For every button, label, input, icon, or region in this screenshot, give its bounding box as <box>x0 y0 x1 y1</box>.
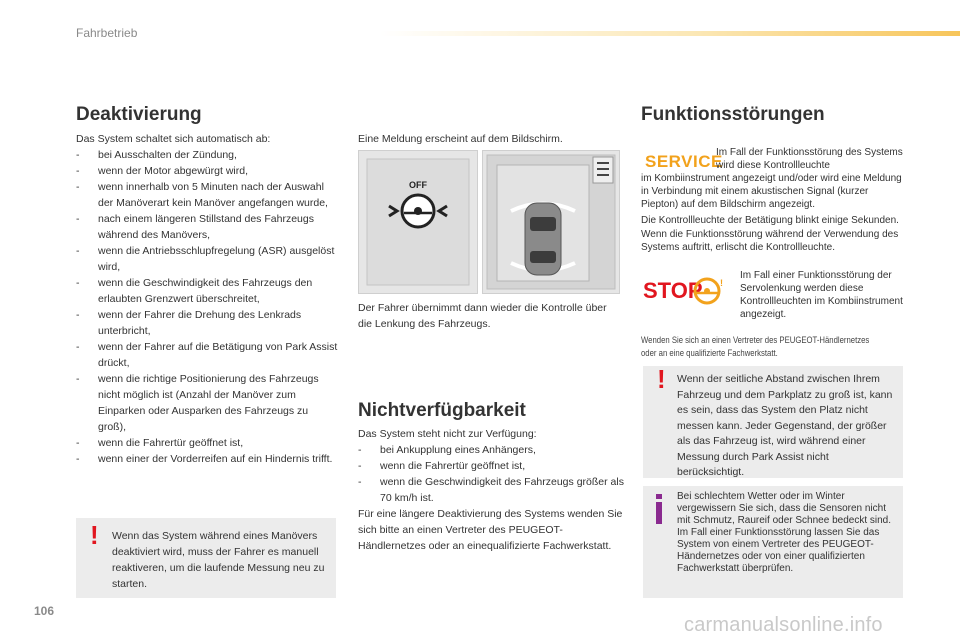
deactivation-list-item: - wenn die Antriebsschlupfregelung (ASR) ausgelöst wird, <box>76 243 338 275</box>
unavailability-list-item: - wenn die Geschwindigkeit des Fahrzeugs größer als 70 km/h ist. <box>358 474 628 506</box>
unavailability-list-item: - wenn die Fahrertür geöffnet ist, <box>358 458 628 474</box>
distance-warning-text: Wenn der seitliche Abstand zwischen Ihrem Fahrzeug und dem Parkplatz zu groß ist, kann es sein, dass das System den Platz nicht messen kann. Jeder Gegenstand, der größer als das Fahrzeug ist, wird während einer Messung durch Park Assist nicht berücksichtigt. <box>677 373 893 478</box>
deactivation-text <box>76 131 338 467</box>
stop-text: Im Fall einer Funktionsstörung der Servolenkung werden diese Kontrollleuchten im Kombiinstrument angezeigt. <box>740 270 903 320</box>
deactivation-list-item: - wenn der Fahrer auf die Betätigung von Park Assist drückt, <box>76 339 338 371</box>
deactivation-list-item: - nach einem längeren Stillstand des Fahrzeugs während des Manövers, <box>76 211 338 243</box>
deactivation-list-item: - wenn der Fahrer die Drehung des Lenkrads unterbricht, <box>76 307 338 339</box>
unavailability-intro: Das System steht nicht zur Verfügung: <box>358 428 537 440</box>
unavailability-list <box>358 442 628 506</box>
service-warning-icon: SERVICE <box>645 152 723 171</box>
header-accent-bar <box>380 31 960 36</box>
weather-info-text: Bei schlechtem Wetter oder im Winter vergewissern Sie sich, dass die Sensoren nicht mit Schmutz, Raureif oder Schnee bedeckt sind. Im Fall einer Funktionsstörung lassen Sie das System von einem Vertreter des PEUGEOT-Händernetzes oder von einer qualifizierten Fachwerkstatt überprüfen. <box>677 491 891 574</box>
deactivation-list-item: - wenn die Geschwindigkeit des Fahrzeugs den erlaubten Grenzwert überschreitet, <box>76 275 338 307</box>
page-number: 106 <box>34 604 55 618</box>
svg-text:!: ! <box>720 278 723 288</box>
deactivation-intro: Das System schaltet sich automatisch ab: <box>76 133 271 145</box>
unavailability-outro: Für eine längere Deaktivierung des Systems wenden Sie sich bitte an einen Vertreter des PEUGEOT-Händlernetzes oder an einequalifizierte Fachwerkstatt. <box>358 508 623 552</box>
steering-wheel-warning-icon <box>690 276 724 306</box>
unavailability-text <box>358 426 628 554</box>
deactivation-warning-text: Wenn das System während eines Manövers deaktiviert wird, muss der Fahrer es manuell reaktiveren, um die laufende Messung neu zu starten. <box>112 530 325 590</box>
unavailability-list-item: - bei Ankupplung eines Anhängers, <box>358 442 628 458</box>
contact-dealer-text: Wenden Sie sich an einen Vertreter des PEUGEOT-Händlernetzes oder an eine qualifizierte Fachwerkstatt. <box>641 335 870 358</box>
parking-car-top-view-icon <box>483 151 619 293</box>
off-message-screen-illustration <box>358 150 478 294</box>
deactivation-list-item: - wenn der Motor abgewürgt wird, <box>76 163 338 179</box>
deactivation-list-item: - wenn die richtige Positionierung des Fahrzeugs nicht möglich ist (Anzahl der Manöver zum Einparken oder Ausparken des Fahrzeugs zu groß), <box>76 371 338 435</box>
stop-warning-icon: STOP <box>643 278 703 303</box>
deactivation-list-item: - wenn innerhalb von 5 Minuten nach der Auswahl der Manöverart kein Manöver angefangen wurde, <box>76 179 338 211</box>
service-text-long: im Kombiinstrument angezeigt und/oder wird eine Meldung in Verbindung mit einem akustischen Signal (kurzer Piepton) auf dem Bildschirm angezeigt. <box>641 173 902 210</box>
unavailability-title: Nichtverfügbarkeit <box>358 400 526 421</box>
weather-info-box <box>643 486 903 598</box>
deactivation-list <box>76 147 338 467</box>
blink-text: Die Kontrollleuchte der Betätigung blinkt einige Sekunden. Wenn die Funktionsstörung während der Verwendung des Systems auftritt, erlischt die Kontrollleuchte. <box>641 215 899 253</box>
header-section-title: Fahrbetrieb <box>76 26 138 40</box>
parking-screen-illustration <box>482 150 620 294</box>
deactivation-list-item: - wenn einer der Vorderreifen auf ein Hindernis trifft. <box>76 451 338 467</box>
warning-exclamation-icon: ! <box>90 520 99 550</box>
display-caption-top: Eine Meldung erscheint auf dem Bildschirm. <box>358 133 563 145</box>
display-caption-bottom: Der Fahrer übernimmt dann wieder die Kontrolle über die Lenkung des Fahrzeugs. <box>358 302 607 330</box>
malfunctions-title: Funktionsstörungen <box>641 104 825 125</box>
deactivation-list-item: - bei Ausschalten der Zündung, <box>76 147 338 163</box>
watermark: carmanualsonline.info <box>684 614 883 636</box>
warning-exclamation-icon-2: ! <box>657 364 666 394</box>
deactivation-title: Deaktivierung <box>76 104 202 125</box>
service-text-short: Im Fall der Funktionsstörung des Systems wird diese Kontrollleuchte <box>716 147 903 171</box>
off-steering-icon <box>359 151 477 293</box>
distance-warning-box <box>643 366 903 478</box>
info-icon <box>656 502 662 524</box>
deactivation-list-item: - wenn die Fahrertür geöffnet ist, <box>76 435 338 451</box>
off-label: OFF <box>409 180 427 190</box>
deactivation-warning-box <box>76 518 336 598</box>
